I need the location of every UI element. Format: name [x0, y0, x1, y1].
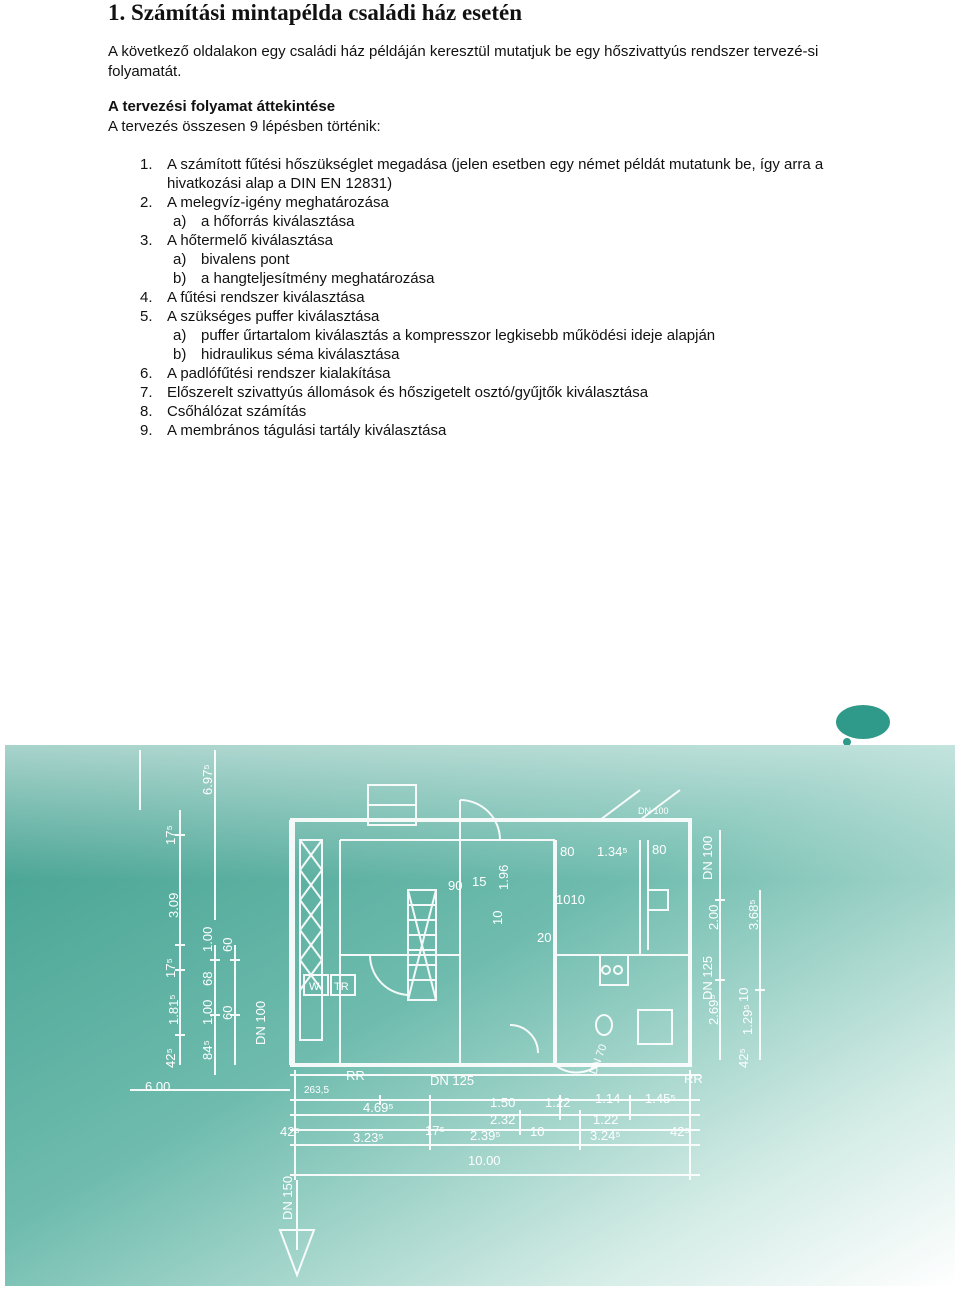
dim-label: W [309, 981, 320, 993]
dim-label: 15 [472, 874, 487, 889]
dim-label: 4.69⁵ [363, 1100, 394, 1115]
section-heading: A tervezési folyamat áttekintése [108, 98, 336, 115]
list-item [140, 402, 890, 421]
step-text: Csőhálózat számítás [167, 403, 307, 420]
dim-label: DN 150 [280, 1175, 295, 1220]
step-text: A szükséges puffer kiválasztása [167, 308, 380, 325]
dim-label: 80 [652, 842, 667, 857]
dim-label: 68 [200, 971, 215, 986]
steps-list [140, 155, 890, 440]
substep-text: a hangteljesítmény meghatározása [201, 270, 435, 287]
dim-label: 10.00 [468, 1153, 501, 1168]
dim-label: 3.68⁵ [746, 899, 761, 930]
list-item [140, 383, 890, 402]
substep-text: puffer űrtartalom kiválasztás a kompresszor legkisebb működési ideje alapján [201, 327, 716, 344]
dim-label: DN 100 [700, 835, 715, 880]
dim-label: 3.24⁵ [590, 1128, 621, 1143]
dim-label: 20 [537, 930, 552, 945]
dim-label: DN 125 [700, 955, 715, 1000]
dim-label: 1.22 [545, 1095, 571, 1110]
step-text: A hőtermelő kiválasztása [167, 232, 333, 249]
step-number: 7. [140, 384, 153, 401]
intro-paragraph: A következő oldalakon egy családi ház példáján keresztül mutatjuk be egy hőszivattyús rendszer tervezé-si folyamatát. [108, 43, 819, 80]
dim-label: 2.32 [490, 1112, 516, 1127]
dim-label: 17⁵ [163, 825, 178, 845]
dim-label: 10 [530, 1124, 545, 1139]
substep-label: a) [173, 251, 187, 268]
dim-label: 1010 [556, 892, 585, 907]
dim-label: 1.00 [200, 999, 215, 1025]
list-item [140, 307, 890, 364]
substep-text: bivalens pont [201, 251, 290, 268]
list-item [140, 155, 890, 193]
dim-label: DN 100 [253, 1000, 268, 1045]
dim-label: 10 [490, 910, 505, 925]
substep-text: hidraulikus séma kiválasztása [201, 346, 400, 363]
step-text: Előszerelt szivattyús állomások és hőszigetelt osztó/gyűjtők kiválasztása [167, 384, 649, 401]
step-text: A padlófűtési rendszer kialakítása [167, 365, 391, 382]
step-number: 8. [140, 403, 153, 420]
dim-label: 17⁵ [163, 958, 178, 978]
substep-label: a) [173, 213, 187, 230]
list-item [140, 421, 890, 440]
dim-label: DN 70 [587, 1042, 610, 1077]
step-number: 3. [140, 232, 153, 249]
dim-label: 80 [560, 844, 575, 859]
list-item [140, 231, 890, 288]
dim-label: 1.14 [595, 1091, 621, 1106]
step-number: 9. [140, 422, 153, 439]
list-item [140, 288, 890, 307]
dim-label: 3.09 [166, 892, 181, 918]
substep-label: b) [173, 346, 187, 363]
list-item [140, 364, 890, 383]
dim-label: 1.29⁵ [740, 1004, 755, 1035]
dim-label: 10 [736, 987, 751, 1002]
dim-label: 1.96 [496, 864, 511, 890]
dim-label: 42⁵ [163, 1048, 178, 1068]
dim-label: RR [684, 1071, 703, 1086]
step-text: A membrános tágulási tartály kiválasztása [167, 422, 447, 439]
dim-label: 1.45⁵ [645, 1091, 676, 1106]
dim-label: 2.39⁵ [470, 1128, 501, 1143]
step-number: 2. [140, 194, 153, 211]
step-number: 5. [140, 308, 153, 325]
dim-label: 1.00 [200, 926, 215, 952]
dim-label: 17⁵ [425, 1123, 445, 1138]
dim-label: 1.34⁵ [597, 844, 628, 859]
section-subheading: A tervezés összesen 9 lépésben történik: [108, 118, 381, 135]
dim-label: 60 [220, 937, 235, 952]
dim-label: 1.81⁵ [166, 994, 181, 1025]
dim-label: 2.69⁵ [706, 994, 721, 1025]
step-text: A melegvíz-igény meghatározása [167, 194, 389, 211]
substep-label: a) [173, 327, 187, 344]
dim-label: 6.00 [145, 1079, 171, 1094]
step-text: A számított fűtési hőszükséglet megadása (jelen esetben egy német példát mutatunk be, így arra a hivatkozási alap a DIN EN 12831) [167, 156, 824, 192]
dim-label: 42⁵ [280, 1124, 300, 1139]
substep-label: b) [173, 270, 187, 287]
substep-text: a hőforrás kiválasztása [201, 213, 355, 230]
dim-label: 2.00 [706, 904, 721, 930]
dim-label: TR [334, 981, 349, 993]
step-number: 6. [140, 365, 153, 382]
dim-label: 263,5 [304, 1085, 330, 1096]
dim-label: 3.23⁵ [353, 1130, 384, 1145]
dim-label: 1.22 [593, 1112, 619, 1127]
dim-label: 6.97⁵ [200, 764, 215, 795]
dim-label: 84⁵ [200, 1040, 215, 1060]
step-number: 1. [140, 156, 153, 173]
dim-label: RR [346, 1068, 365, 1083]
dim-label: 90 [448, 878, 463, 893]
floor-plan-illustration [0, 690, 960, 1289]
step-text: A fűtési rendszer kiválasztása [167, 289, 365, 306]
dim-label: 42⁵ [736, 1048, 751, 1068]
page-title: 1. Számítási mintapélda családi ház esetén [108, 0, 522, 25]
list-item [140, 193, 890, 231]
dim-label: 42⁵ [670, 1124, 690, 1139]
dim-label: DN 100 [638, 806, 669, 816]
dim-label: 60 [220, 1005, 235, 1020]
dim-label: 1.50 [490, 1095, 516, 1110]
step-number: 4. [140, 289, 153, 306]
dim-label: DN 125 [430, 1073, 475, 1088]
